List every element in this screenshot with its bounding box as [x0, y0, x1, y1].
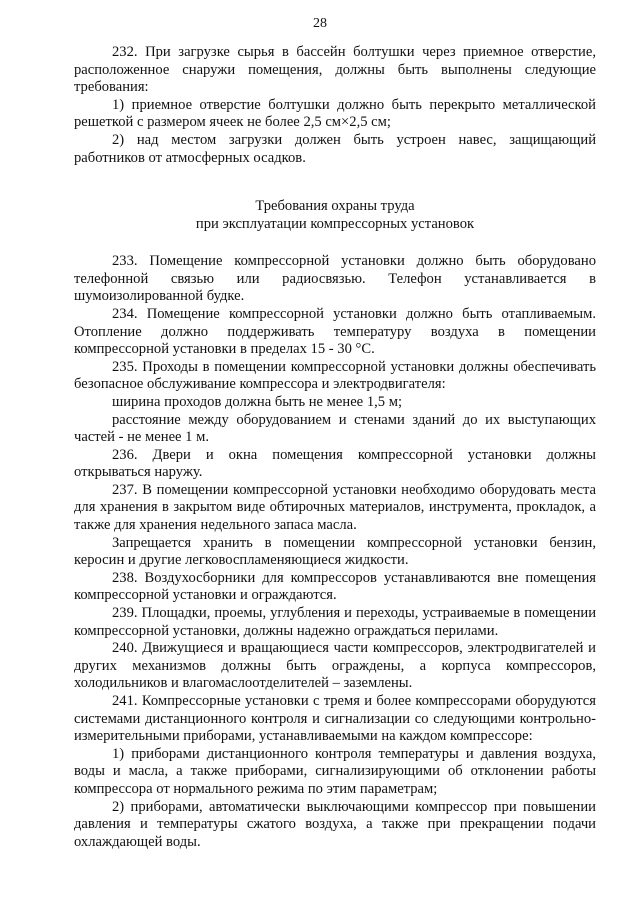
section-heading-line-2: при эксплуатации компрессорных установок: [195, 216, 475, 233]
paragraph-235-item-2: расстояние между оборудованием и стенами зданий до их выступающих частей - не менее 1 м.: [74, 411, 596, 446]
paragraph-232: 232. При загрузке сырья в бассейн болтушки через приемное отверстие, расположенное снаружи помещения, должны быть выполнены следующие требования:: [74, 44, 596, 96]
paragraph-232-item-2: 2) над местом загрузки должен быть устроен навес, защищающий работников от атмосферных осадков.: [74, 131, 596, 166]
section-heading: [74, 197, 596, 233]
paragraph-234: 234. Помещение компрессорной установки должно быть отапливаемым. Отопление должно поддерживать температуру воздуха в помещении компрессорной установки в пределах 15 - 30 °С.: [74, 305, 596, 358]
page-number: 28: [313, 16, 327, 31]
paragraph-237-prohibition: Запрещается хранить в помещении компрессорной установки бензин, керосин и другие легковоспламеняющиеся жидкости.: [74, 534, 596, 569]
paragraph-240: 240. Движущиеся и вращающиеся части компрессоров, электродвигателей и других механизмов должны быть ограждены, а корпуса компрессоров, холодильников и влагомаслоотделителей – заземлены.: [74, 640, 596, 692]
paragraph-241: 241. Компрессорные установки с тремя и более компрессорами оборудуются системами дистанционного контроля и сигнализации со следующими контрольно-измерительными приборами, устанавливаемыми на каждом компрессоре:: [74, 693, 596, 745]
paragraph-241-item-2: 2) приборами, автоматически выключающими компрессор при повышении давления и температуры сжатого воздуха, а также при прекращении подачи охлаждающей воды.: [74, 798, 596, 850]
document-body: [74, 44, 596, 851]
paragraph-236: 236. Двери и окна помещения компрессорной установки должны открываться наружу.: [74, 446, 596, 481]
paragraph-241-item-1: 1) приборами дистанционного контроля температуры и давления воздуха, воды и масла, а также приборами, сигнализирующими об отклонении работы компрессора от нормального режима по этим параметрам;: [74, 745, 596, 797]
paragraph-233: 233. Помещение компрессорной установки должно быть оборудовано телефонной связью или радиосвязью. Телефон устанавливается в шумоизолированной будке.: [74, 253, 596, 305]
paragraph-239: 239. Площадки, проемы, углубления и переходы, устраиваемые в помещении компрессорной установки, должны надежно ограждаться перилами.: [74, 605, 596, 639]
paragraph-232-item-1: 1) приемное отверстие болтушки должно быть перекрыто металлической решеткой с размером ячеек не более 2,5 см×2,5 см;: [74, 96, 596, 131]
paragraph-237: 237. В помещении компрессорной установки необходимо оборудовать места для хранения в закрытом виде обтирочных материалов, инструмента, прокладок, а также для хранения недельного запаса масла.: [74, 481, 596, 534]
paragraph-238: 238. Воздухосборники для компрессоров устанавливаются вне помещения компрессорной установки и ограждаются.: [74, 569, 596, 604]
paragraph-235-item-1: ширина проходов должна быть не менее 1,5 м;: [112, 393, 402, 410]
section-heading-line-1: Требования охраны труда: [255, 198, 415, 215]
paragraph-235: 235. Проходы в помещении компрессорной установки должны обеспечивать безопасное обслуживание компрессора и электродвигателя:: [74, 358, 596, 393]
